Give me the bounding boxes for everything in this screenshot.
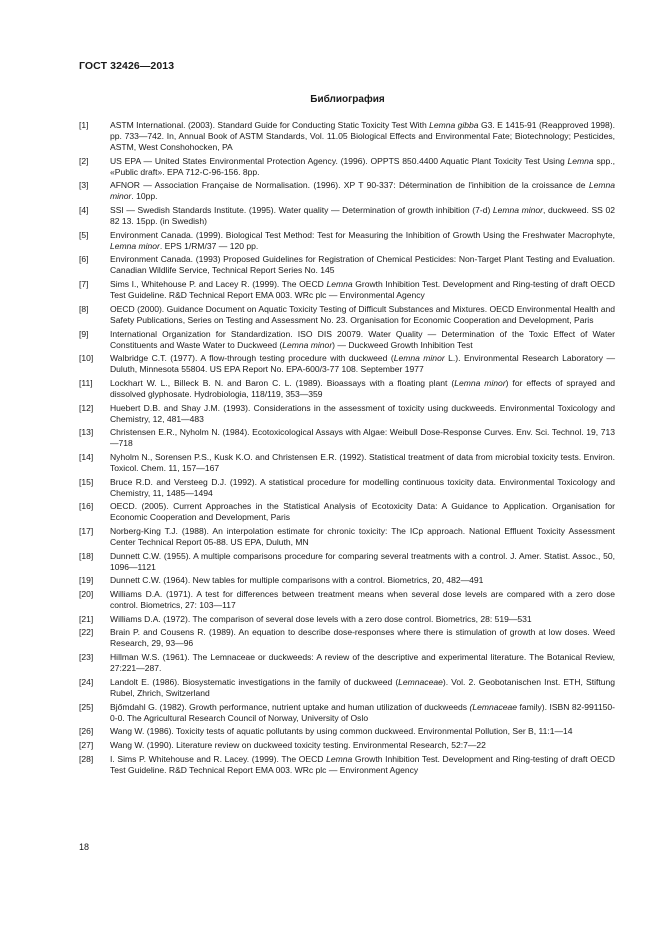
bibliography-entry — [79, 230, 615, 252]
page-number: 18 — [79, 842, 90, 852]
citation-text-segment: Bjőmdahl G. (1982). Growth performance, nutrient uptake and human utilization of duckweeds — [110, 701, 470, 712]
italic-species-name: Lemna minor — [492, 205, 544, 216]
citation-text-segment: G3. E 1415-91 (Reapproved 1998). pp. 733—742. In, Annual Book of ASTM Standards, Vol. 11.05 Biological Effects and Environmental Fate; Biotechnology; Pesticides, ASTM, West Conshohocken, PA — [110, 120, 615, 152]
bibliography-entry-number: [5] — [79, 229, 89, 240]
bibliography-entry — [79, 652, 615, 674]
citation-text-segment: ASTM International. (2003). Standard Guide for Conducting Static Toxicity Test With — [110, 120, 430, 130]
citation-text-segment: . 10pp. — [131, 191, 158, 202]
bibliography-entry — [79, 702, 615, 724]
citation-text-segment: I. Sims P. Whitehouse and R. Lacey. (1999). The OECD — [110, 753, 327, 764]
bibliography-entry — [79, 205, 615, 227]
bibliography-entry — [79, 452, 615, 474]
bibliography-entry — [79, 477, 615, 499]
bibliography-entry-number: [12] — [79, 402, 94, 413]
bibliography-entry-number: [17] — [79, 526, 94, 536]
bibliography-entry-text — [110, 702, 615, 724]
italic-species-name: Lemna minor — [110, 180, 615, 202]
bibliography-entry-text — [110, 304, 615, 326]
bibliography-entry-number: [10] — [79, 353, 94, 364]
bibliography-entry-number: [4] — [79, 205, 89, 216]
bibliography-entry-number: [28] — [79, 753, 94, 764]
bibliography-entry-number: [20] — [79, 589, 94, 600]
citation-text-segment: Walbridge C.T. (1977). A flow-through testing procedure with duckweed ( — [110, 353, 394, 364]
citation-text-segment: Growth Inhibition Test. Development and Ring-testing of draft OECD Test Guideline. R&D Technical Report EMA 003. WRc plc — Environment Agency — [110, 753, 615, 775]
bibliography-entry-number: [16] — [79, 501, 94, 512]
bibliography-title: Библиография — [310, 94, 385, 105]
bibliography-entry-text — [110, 329, 615, 351]
citation-text-segment: Environment Canada. (1999). Biological Test Method: Test for Measuring the Inhibition of Growth Using the Freshwater Macrophyte, — [110, 229, 615, 240]
citation-text-segment: ) for effects of sprayed and dissolved glyphosate. Hydrobiologia, 118/119, 353—359 — [110, 377, 615, 399]
bibliography-entry — [79, 403, 615, 425]
bibliography-entry-number: [26] — [79, 726, 94, 737]
bibliography-entry-text — [110, 589, 615, 611]
bibliography-entry-text — [110, 477, 615, 499]
bibliography-entry-text — [110, 501, 615, 523]
bibliography-entry — [79, 304, 615, 326]
citation-text-segment: Environment Canada. (1993) Proposed Guidelines for Registration of Chemical Pesticides: Non-Target Plant Testing and Evaluation. Canadian Wildlife Service, Technical Report Series No. 145 — [110, 254, 615, 276]
bibliography-entry-number: [1] — [79, 120, 89, 130]
citation-text-segment: family). ISBN 82-991150-0-0. The Agricultural Research Council of Norway, University of Oslo — [110, 701, 615, 723]
bibliography-entry — [79, 677, 615, 699]
bibliography-entry-text — [110, 230, 615, 252]
bibliography-entry — [79, 427, 615, 449]
bibliography-entry-text — [110, 677, 615, 699]
bibliography-entry-number: [6] — [79, 254, 89, 265]
citation-text-segment: Williams D.A. (1971). A test for differences between treatment means when several dose levels are compared with a zero dose control. Biometrics, 27: 103—117 — [110, 589, 615, 611]
citation-text-segment: AFNOR — Association Française de Normalisation. (1996). XP T 90-337: Détermination de l'inhibition de la croissance de — [110, 180, 589, 191]
bibliography-list — [79, 120, 615, 778]
bibliography-entry-text — [110, 403, 615, 425]
bibliography-entry-text — [110, 353, 615, 375]
italic-species-name: (Lemnaceae — [469, 701, 517, 712]
citation-text-segment: Growth Inhibition Test. Development and Ring-testing of draft OECD Test Guideline. R&D Technical Report EMA 003. WRc plc — Environmental Agency — [110, 279, 615, 301]
bibliography-entry — [79, 627, 615, 649]
bibliography-entry-number: [8] — [79, 303, 89, 314]
bibliography-entry — [79, 754, 615, 776]
bibliography-entry-number: [9] — [79, 328, 89, 339]
citation-text-segment: Hillman W.S. (1961). The Lemnaceae or duckweeds: A review of the descriptive and experimental literature. The Botanical Review, 27:221—287. — [110, 652, 615, 674]
bibliography-entry-text — [110, 120, 615, 153]
bibliography-entry-number: [2] — [79, 155, 89, 166]
bibliography-entry — [79, 329, 615, 351]
italic-species-name: Lemna minor — [454, 377, 506, 388]
bibliography-entry-text — [110, 378, 615, 400]
citation-text-segment: Brain P. and Cousens R. (1989). An equation to describe dose-responses where there is stimulation of growth at low doses. Weed Research, 29, 93—96 — [110, 627, 615, 649]
bibliography-entry — [79, 353, 615, 375]
citation-text-segment: Christensen E.R., Nyholm N. (1984). Ecotoxicological Assays with Algae: Weibull Dose-Response Curves. Env. Sci. Technol. 19, 713—718 — [110, 427, 615, 449]
citation-text-segment: L.). Environmental Research Laboratory — Duluth, Minnesota 55804. US EPA Report No. EPA-600/3-77 108. September 1977 — [110, 353, 616, 375]
italic-species-name: Lemna — [326, 753, 353, 764]
citation-text-segment: Landolt E. (1986). Biosystematic investigations in the family of duckweed ( — [110, 676, 399, 687]
bibliography-entry-text — [110, 754, 615, 776]
bibliography-entry-text — [110, 156, 615, 178]
bibliography-entry-number: [25] — [79, 701, 94, 712]
citation-text-segment: Sims I., Whitehouse P. and Lacey R. (1999). The OECD — [110, 279, 327, 290]
bibliography-entry-number: [21] — [79, 613, 94, 624]
citation-text-segment: ). Vol. 2. Geobotanischen Inst. ETH, Stiftung Rubel, Zhrich, Switzerland — [110, 676, 615, 698]
bibliography-entry-text — [110, 551, 615, 573]
citation-text-segment: spp., «Public draft». EPA 712-C-96-156. 8pp. — [110, 155, 615, 177]
bibliography-entry-text — [110, 180, 615, 202]
bibliography-entry-text — [110, 254, 615, 276]
bibliography-entry — [79, 279, 615, 301]
italic-species-name: Lemna gibba — [429, 120, 479, 130]
citation-text-segment: Wang W. (1990). Literature review on duckweed toxicity testing. Environmental Research, 52:7—22 — [110, 739, 486, 750]
bibliography-entry-number: [3] — [79, 180, 89, 191]
bibliography-entry-text — [110, 575, 615, 586]
bibliography-entry-text — [110, 614, 615, 625]
bibliography-entry-number: [11] — [79, 377, 93, 388]
bibliography-entry-text — [110, 205, 615, 227]
italic-species-name: Lemna minor — [282, 339, 333, 350]
bibliography-entry — [79, 526, 615, 548]
italic-species-name: Lemna — [567, 155, 594, 166]
citation-text-segment: Dunnett C.W. (1955). A multiple comparisons procedure for comparing several treatments with a control. J. Amer. Statist. Assoc., 50, 1096—1121 — [110, 550, 615, 572]
bibliography-entry-text — [110, 726, 615, 737]
citation-text-segment: Dunnett C.W. (1964). New tables for multiple comparisons with a control. Biometrics, 20, 482—491 — [110, 575, 484, 586]
bibliography-entry — [79, 589, 615, 611]
bibliography-entry-number: [7] — [79, 279, 89, 290]
citation-text-segment: OECD (2000). Guidance Document on Aquatic Toxicity Testing of Difficult Substances and Mixtures. OECD Environmental Health and Safety Publications, Series on Testing and Assessment No. 23. Organisation for Economic Cooperation and Development, Paris — [110, 303, 615, 325]
bibliography-entry — [79, 501, 615, 523]
citation-text-segment: SSI — Swedish Standards Institute. (1995). Water quality — Determination of growth inhibition (7-d) — [110, 205, 493, 216]
bibliography-entry-text — [110, 279, 615, 301]
citation-text-segment: ) — Duckweed Growth Inhibition Test — [332, 339, 473, 350]
bibliography-entry — [79, 726, 615, 737]
citation-text-segment: . EPS 1/RM/37 — 120 pp. — [159, 240, 259, 251]
bibliography-entry — [79, 378, 615, 400]
bibliography-entry-number: [18] — [79, 550, 94, 561]
bibliography-entry — [79, 156, 615, 178]
bibliography-entry-number: [15] — [79, 476, 94, 487]
bibliography-entry-number: [22] — [79, 627, 94, 638]
italic-species-name: Lemnaceae — [398, 676, 443, 687]
bibliography-entry — [79, 614, 615, 625]
bibliography-entry-number: [14] — [79, 451, 94, 462]
italic-species-name: Lemna minor — [110, 240, 160, 251]
citation-text-segment: International Organization for Standardization. ISO DIS 20079. Water Quality — Determination of the Toxic Effect of Water Constituents and Waste Water to Duckweed ( — [110, 328, 615, 350]
citation-text-segment: , duckweed. SS 02 82 13. 15pp. (in Swedish) — [110, 205, 615, 227]
bibliography-entry — [79, 740, 615, 751]
citation-text-segment: Huebert D.B. and Shay J.M. (1993). Considerations in the assessment of toxicity using duckweeds. Environmental Toxicology and Chemistry, 12, 481—483 — [110, 402, 615, 424]
bibliography-entry-text — [110, 427, 615, 449]
citation-text-segment: Norberg-King T.J. (1988). An interpolation estimate for chronic toxicity: The ICp approach. National Effluent Toxicity Assessment Center Technical Report 05-88. US EPA, Duluth, MN — [110, 526, 615, 547]
bibliography-entry — [79, 551, 615, 573]
italic-species-name: Lemna minor — [393, 353, 445, 364]
bibliography-entry-text — [110, 652, 615, 674]
bibliography-entry-text — [110, 627, 615, 649]
citation-text-segment: OECD. (2005). Current Approaches in the Statistical Analysis of Ecotoxicity Data: A Guidance to Application. Organisation for Economic Cooperation and Development, Paris — [110, 501, 615, 523]
bibliography-entry — [79, 120, 615, 153]
citation-text-segment: Bruce R.D. and Versteeg D.J. (1992). A statistical procedure for modelling continuous toxicity data. Environmental Toxicology and Chemistry, 11, 1485—1494 — [110, 476, 615, 498]
bibliography-entry — [79, 180, 615, 202]
citation-text-segment: Lockhart W. L., Billeck B. N. and Baron C. L. (1989). Bioassays with a floating plant ( — [110, 377, 455, 388]
bibliography-entry-text — [110, 452, 615, 474]
citation-text-segment: US EPA — United States Environmental Protection Agency. (1996). OPPTS 850.4400 Aquatic Plant Toxicity Test Using — [110, 155, 568, 166]
bibliography-entry-number: [24] — [79, 676, 94, 687]
bibliography-entry-text — [110, 740, 615, 751]
italic-species-name: Lemna — [326, 279, 353, 290]
citation-text-segment: Wang W. (1986). Toxicity tests of aquatic pollutants by using common duckweed. Environmental Pollution, Ser B, 11:1—14 — [110, 726, 573, 737]
bibliography-entry-number: [13] — [79, 427, 94, 438]
bibliography-entry-number: [19] — [79, 575, 94, 586]
bibliography-entry — [79, 254, 615, 276]
bibliography-entry-number: [27] — [79, 739, 94, 750]
document-standard-header: ГОСТ 32426—2013 — [79, 60, 175, 72]
bibliography-entry — [79, 575, 615, 586]
citation-text-segment: Nyholm N., Sorensen P.S., Kusk K.O. and Christensen E.R. (1992). Statistical treatment of data from microbial toxicity tests. Environ. Toxicol. Chem. 11, 157—167 — [110, 451, 615, 473]
bibliography-entry-number: [23] — [79, 652, 94, 663]
citation-text-segment: Williams D.A. (1972). The comparison of several dose levels with a zero dose control. Biometrics, 28: 519—531 — [110, 613, 532, 624]
bibliography-entry-text — [110, 526, 615, 548]
